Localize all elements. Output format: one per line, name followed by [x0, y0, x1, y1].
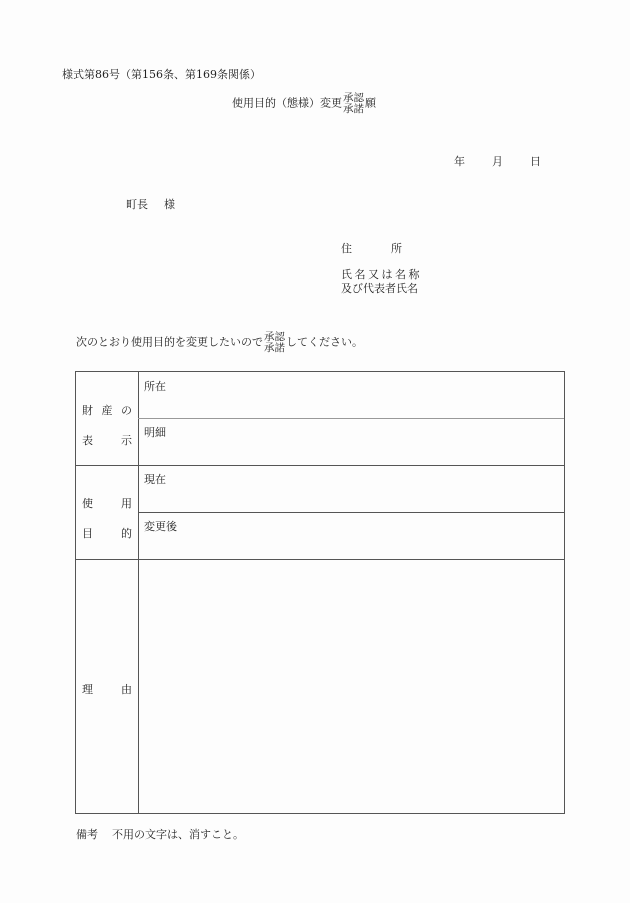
address-label-2: 所: [391, 242, 402, 255]
label-char: 財: [82, 404, 93, 417]
intro-stack-top: 承認: [264, 331, 285, 343]
title-prefix: 使用目的（態様）変更: [232, 96, 342, 110]
row-divider: [138, 512, 564, 513]
date-year: 年: [454, 155, 465, 168]
property-label-line2: [82, 432, 132, 448]
row-divider: [138, 418, 564, 419]
purpose-label: [82, 495, 132, 541]
addressee-name: 町長: [126, 198, 148, 211]
property-label: [82, 402, 132, 448]
title-stack-bottom: 承諾: [343, 102, 364, 115]
title-approval-stack: [343, 93, 364, 114]
name-label-line1: 氏名又は名称: [341, 268, 422, 281]
label-char: 産: [101, 404, 113, 417]
property-location-label: 所在: [144, 380, 166, 393]
label-char: の: [121, 404, 132, 417]
purpose-current-label: 現在: [144, 473, 166, 486]
label-char: 目: [82, 527, 93, 540]
note-label: 備考: [76, 828, 98, 841]
label-char: 理: [82, 683, 93, 696]
intro-suffix: してください。: [286, 335, 363, 349]
form-number: 様式第86号（第156条、第169条関係）: [62, 68, 261, 81]
title-suffix: 願: [365, 96, 376, 110]
section-divider: [76, 465, 564, 466]
page-title: [232, 93, 376, 114]
label-char: 示: [121, 434, 132, 447]
section-divider: [76, 559, 564, 560]
addressee-honorific: 様: [164, 198, 175, 211]
date-day: 日: [530, 155, 541, 168]
intro-prefix: 次のとおり使用目的を変更したいので: [76, 335, 263, 349]
purpose-changed-label: 変更後: [144, 520, 177, 533]
label-char: 由: [121, 683, 132, 696]
intro-text: [76, 332, 363, 353]
reason-label: [82, 681, 132, 697]
reason-label-line: [82, 681, 132, 697]
note-text: 不用の文字は、消すこと。: [112, 828, 244, 841]
purpose-label-line2: [82, 525, 132, 541]
label-char: 使: [82, 497, 93, 510]
application-table: [75, 371, 565, 814]
note: [76, 826, 244, 842]
label-char: 表: [82, 434, 93, 447]
address-label-1: 住: [341, 242, 352, 255]
label-char: 的: [121, 527, 132, 540]
name-label-line2: 及び代表者氏名: [341, 282, 418, 295]
label-char: 用: [121, 497, 132, 510]
purpose-label-line1: [82, 495, 132, 511]
property-label-line1: [82, 402, 132, 418]
title-stack-top: 承認: [343, 92, 364, 104]
intro-stack-bottom: 承諾: [264, 341, 285, 354]
property-details-label: 明細: [144, 426, 166, 439]
date-month: 月: [492, 155, 503, 168]
intro-approval-stack: [264, 332, 285, 353]
label-column-divider: [138, 372, 139, 813]
